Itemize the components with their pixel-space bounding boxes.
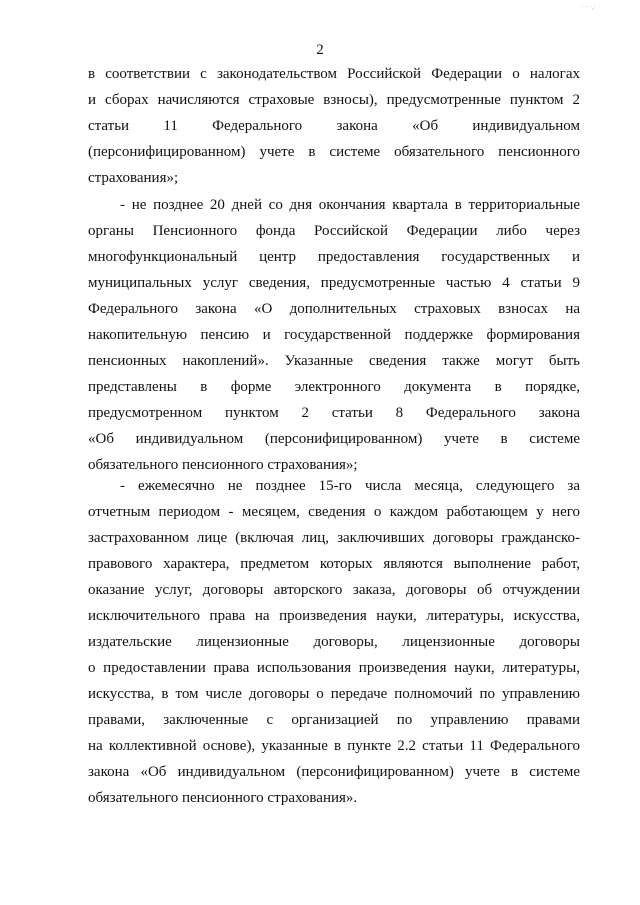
text-line: многофункциональный центр предоставления государственных и bbox=[88, 249, 580, 265]
text-line: искусства, в том числе договоры о передаче полномочий по управлению bbox=[88, 686, 580, 702]
page-number: 2 bbox=[316, 42, 324, 58]
text-line: - не позднее 20 дней со дня окончания квартала в территориальные bbox=[120, 197, 580, 213]
text-line: в соответствии с законодательством Российской Федерации о налогах bbox=[88, 66, 580, 82]
text-line: оказание услуг, договоры авторского заказа, договоры об отчуждении bbox=[88, 582, 580, 598]
text-line: застрахованном лице (включая лиц, заключивших договоры гражданско- bbox=[88, 530, 580, 546]
text-line: «Об индивидуальном (персонифицированном) учете в системе bbox=[88, 431, 580, 447]
text-line: органы Пенсионного фонда Российской Федерации либо через bbox=[88, 223, 580, 239]
text-line: - ежемесячно не позднее 15-го числа месяца, следующего за bbox=[120, 478, 580, 494]
text-line: отчетным периодом - месяцем, сведения о каждом работающем у него bbox=[88, 504, 580, 520]
text-line: о предоставлении права использования произведения науки, литературы, bbox=[88, 660, 580, 676]
text-line: Федерального закона «О дополнительных страховых взносах на bbox=[88, 301, 580, 317]
text-line: правами, заключенные с организацией по управлению правами bbox=[88, 712, 580, 728]
text-line: накопительную пенсию и государственной поддержке формирования bbox=[88, 327, 580, 343]
text-line: страхования»; bbox=[88, 170, 179, 186]
corner-scan-mark: · · ·,· bbox=[581, 3, 596, 11]
text-line: закона «Об индивидуальном (персонифицированном) учете в системе bbox=[88, 764, 580, 780]
text-line: предусмотренном пунктом 2 статьи 8 Федерального закона bbox=[88, 405, 580, 421]
text-line: муниципальных услуг сведения, предусмотренные частью 4 статьи 9 bbox=[88, 275, 580, 291]
text-line: (персонифицированном) учете в системе обязательного пенсионного bbox=[88, 144, 580, 160]
text-line: обязательного пенсионного страхования»; bbox=[88, 457, 358, 473]
text-line: издательские лицензионные договоры, лицензионные договоры bbox=[88, 634, 580, 650]
text-line: статьи 11 Федерального закона «Об индивидуальном bbox=[88, 118, 580, 134]
text-line: обязательного пенсионного страхования». bbox=[88, 790, 358, 806]
text-line: на коллективной основе), указанные в пункте 2.2 статьи 11 Федерального bbox=[88, 738, 580, 754]
text-line: представлены в форме электронного документа в порядке, bbox=[88, 379, 580, 395]
text-line: и сборах начисляются страховые взносы), предусмотренные пунктом 2 bbox=[88, 92, 580, 108]
text-line: пенсионных накоплений». Указанные сведения также могут быть bbox=[88, 353, 580, 369]
text-line: исключительного права на произведения науки, литературы, искусства, bbox=[88, 608, 580, 624]
text-line: правового характера, предметом которых являются выполнение работ, bbox=[88, 556, 580, 572]
